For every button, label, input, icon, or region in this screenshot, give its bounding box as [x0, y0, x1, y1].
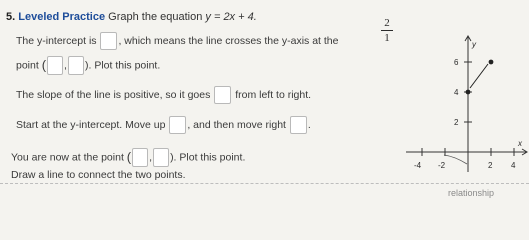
draw-instruction: Draw a line to connect the two points.	[11, 169, 186, 181]
step-point	[16, 56, 160, 75]
now-y-input[interactable]	[153, 148, 169, 167]
step-now	[11, 148, 245, 167]
intercept-suffix: , which means the line crosses the y-axis at the	[118, 34, 339, 47]
y-axis-label: y	[472, 40, 476, 49]
connecting-line	[470, 64, 488, 88]
leveled-practice-tag: Leveled Practice	[18, 11, 106, 23]
pencil-mark	[444, 155, 467, 164]
move-right-label: , and then move right	[187, 118, 286, 131]
footer-text: relationship	[448, 188, 495, 198]
point-y-input[interactable]	[68, 56, 84, 75]
step-draw	[11, 169, 186, 181]
point-close-paren: ).	[84, 59, 92, 72]
now-close-paren: ).	[170, 151, 177, 164]
problem-number: 5.	[6, 11, 16, 23]
section-divider	[0, 183, 529, 184]
slope-direction-input[interactable]	[214, 86, 231, 104]
y-tick-label-4: 4	[454, 88, 459, 97]
plotted-point[interactable]	[489, 60, 494, 65]
handwritten-slope-fraction	[381, 17, 393, 44]
now-instruction: Plot this point.	[179, 151, 246, 164]
y-intercept-input[interactable]	[100, 32, 117, 50]
coordinate-grid[interactable]	[404, 34, 529, 174]
problem-prompt: Graph the equation	[108, 11, 203, 23]
point-open-paren: (	[41, 57, 47, 73]
problem-title	[6, 11, 257, 23]
x-axis-label: x	[518, 139, 522, 148]
start-label: Start at the y-intercept. Move up	[16, 118, 166, 131]
point-comma: ,	[64, 59, 67, 72]
point-instruction: Plot this point.	[94, 59, 161, 72]
y-tick-label-2: 2	[454, 118, 459, 127]
x-tick-label-neg4: -4	[414, 161, 422, 170]
fraction-numerator: 2	[384, 17, 390, 29]
slope-label: The slope of the line is positive, so it goes	[16, 88, 211, 101]
slope-suffix: from left to right.	[235, 88, 312, 101]
point-x-input[interactable]	[47, 56, 63, 75]
plotted-point[interactable]	[466, 90, 471, 95]
now-open-paren: (	[126, 149, 132, 165]
step-intercept	[16, 32, 338, 50]
step-slope	[16, 86, 311, 104]
point-label: point	[16, 59, 39, 72]
fraction-denominator: 1	[384, 32, 390, 44]
step-start	[16, 116, 311, 134]
move-right-input[interactable]	[290, 116, 307, 134]
now-x-input[interactable]	[132, 148, 148, 167]
start-period: .	[307, 118, 311, 131]
x-tick-label-neg2: -2	[438, 161, 446, 170]
x-tick-label-2: 2	[488, 161, 493, 170]
now-comma: ,	[149, 151, 153, 164]
x-tick-label-4: 4	[511, 161, 516, 170]
now-label: You are now at the point	[11, 151, 124, 164]
y-tick-label-6: 6	[454, 58, 459, 67]
move-up-input[interactable]	[169, 116, 186, 134]
problem-equation: y = 2x + 4.	[205, 11, 257, 23]
intercept-label: The y-intercept is	[16, 34, 97, 47]
